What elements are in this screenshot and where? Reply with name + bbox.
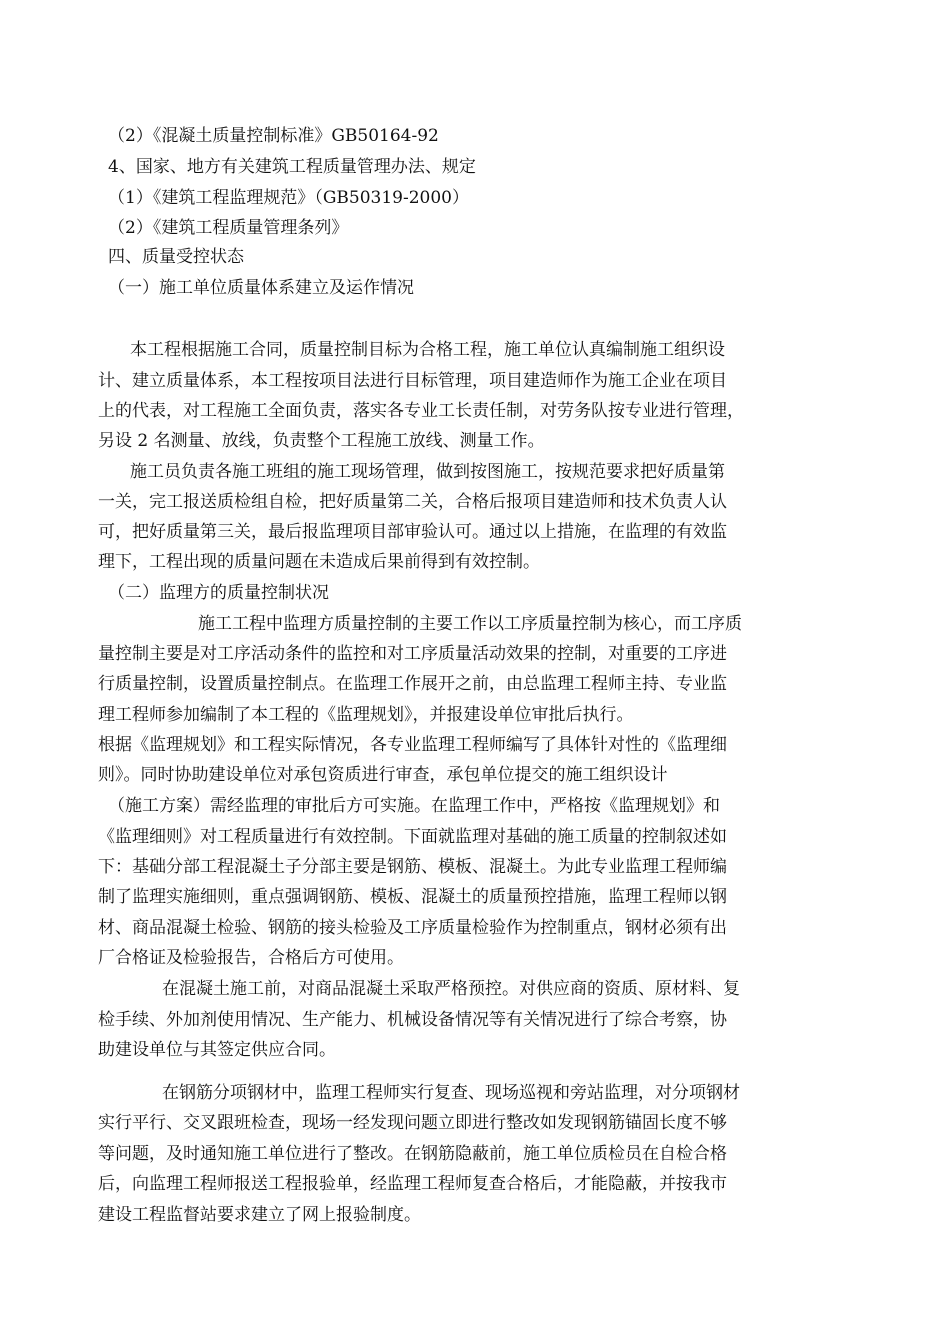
paragraph-5-line-1: 在混凝土施工前，对商品混凝土采取严格预控。对供应商的资质、原材料、复 — [162, 979, 740, 999]
paragraph-4-line-1: 根据《监理规划》和工程实际情况，各专业监理工程师编写了具体针对性的《监理细 — [98, 735, 727, 755]
paragraph-3-line-2: 量控制主要是对工序活动条件的监控和对工序质量活动效果的控制，对重要的工序进 — [98, 644, 727, 664]
paragraph-3-line-4: 理工程师参加编制了本工程的《监理规划》，并报建设单位审批后执行。 — [98, 705, 634, 725]
paragraph-6-line-4: 后，向监理工程师报送工程报验单，经监理工程师复查合格后，才能隐蔽，并按我市 — [98, 1174, 727, 1194]
ref-concrete-standard: （2）《混凝土质量控制标准》GB50164-92 — [108, 126, 439, 146]
subsection-1-title: （一）施工单位质量体系建立及运作情况 — [108, 278, 414, 298]
paragraph-4-line-8: 厂合格证及检验报告，合格后方可使用。 — [98, 948, 404, 968]
paragraph-4-line-6: 制了监理实施细则，重点强调钢筋、模板、混凝土的质量预控措施，监理工程师以钢 — [98, 887, 727, 907]
ref-quality-regulation: （2）《建筑工程质量管理条列》 — [108, 218, 349, 238]
subsection-2-title: （二）监理方的质量控制状况 — [108, 583, 329, 603]
section-4-heading: 4、国家、地方有关建筑工程质量管理办法、规定 — [108, 157, 476, 177]
paragraph-2-line-4: 理下，工程出现的质量问题在未造成后果前得到有效控制。 — [98, 552, 540, 572]
paragraph-6-line-5: 建设工程监督站要求建立了网上报验制度。 — [98, 1205, 421, 1225]
paragraph-6-line-2: 实行平行、交叉跟班检查，现场一经发现问题立即进行整改如发现钢筋锚固长度不够 — [98, 1113, 727, 1133]
paragraph-3-line-1: 施工工程中监理方质量控制的主要工作以工序质量控制为核心，而工序质 — [198, 614, 742, 634]
paragraph-4-line-7: 材、商品混凝土检验、钢筋的接头检验及工序质量检验作为控制重点，钢材必须有出 — [98, 918, 727, 938]
paragraph-3-line-3: 行质量控制，设置质量控制点。在监理工作展开之前，由总监理工程师主持、专业监 — [98, 674, 727, 694]
section-4-title: 四、质量受控状态 — [108, 247, 244, 267]
paragraph-4-line-4: 《监理细则》对工程质量进行有效控制。下面就监理对基础的施工质量的控制叙述如 — [98, 827, 727, 847]
paragraph-6-line-1: 在钢筋分项钢材中，监理工程师实行复查、现场巡视和旁站监理，对分项钢材 — [162, 1083, 740, 1103]
paragraph-6-line-3: 等问题，及时通知施工单位进行了整改。在钢筋隐蔽前，施工单位质检员在自检合格 — [98, 1144, 727, 1164]
paragraph-1-line-3: 上的代表，对工程施工全面负责，落实各专业工长责任制，对劳务队按专业进行管理， — [98, 401, 744, 421]
paragraph-4-line-3: （施工方案）需经监理的审批后方可实施。在监理工作中，严格按《监理规划》和 — [108, 796, 720, 816]
paragraph-1-line-4: 另设 2 名测量、放线，负责整个工程施工放线、测量工作。 — [98, 431, 545, 451]
paragraph-2-line-3: 可，把好质量第三关，最后报监理项目部审验认可。通过以上措施，在监理的有效监 — [98, 522, 727, 542]
paragraph-1-line-1: 本工程根据施工合同，质量控制目标为合格工程，施工单位认真编制施工组织设 — [130, 340, 725, 360]
ref-supervision-code: （1）《建筑工程监理规范》（GB50319-2000） — [108, 188, 469, 208]
paragraph-1-line-2: 计、建立质量体系，本工程按项目法进行目标管理，项目建造师作为施工企业在项目 — [98, 371, 727, 391]
paragraph-4-line-5: 下：基础分部工程混凝土子分部主要是钢筋、模板、混凝土。为此专业监理工程师编 — [98, 857, 727, 877]
paragraph-2-line-2: 一关，完工报送质检组自检，把好质量第二关，合格后报项目建造师和技术负责人认 — [98, 492, 727, 512]
paragraph-4-line-2: 则》。同时协助建设单位对承包资质进行审查，承包单位提交的施工组织设计 — [98, 765, 668, 785]
paragraph-5-line-3: 助建设单位与其签定供应合同。 — [98, 1040, 336, 1060]
paragraph-5-line-2: 检手续、外加剂使用情况、生产能力、机械设备情况等有关情况进行了综合考察，协 — [98, 1010, 727, 1030]
paragraph-2-line-1: 施工员负责各施工班组的施工现场管理，做到按图施工，按规范要求把好质量第 — [130, 462, 725, 482]
